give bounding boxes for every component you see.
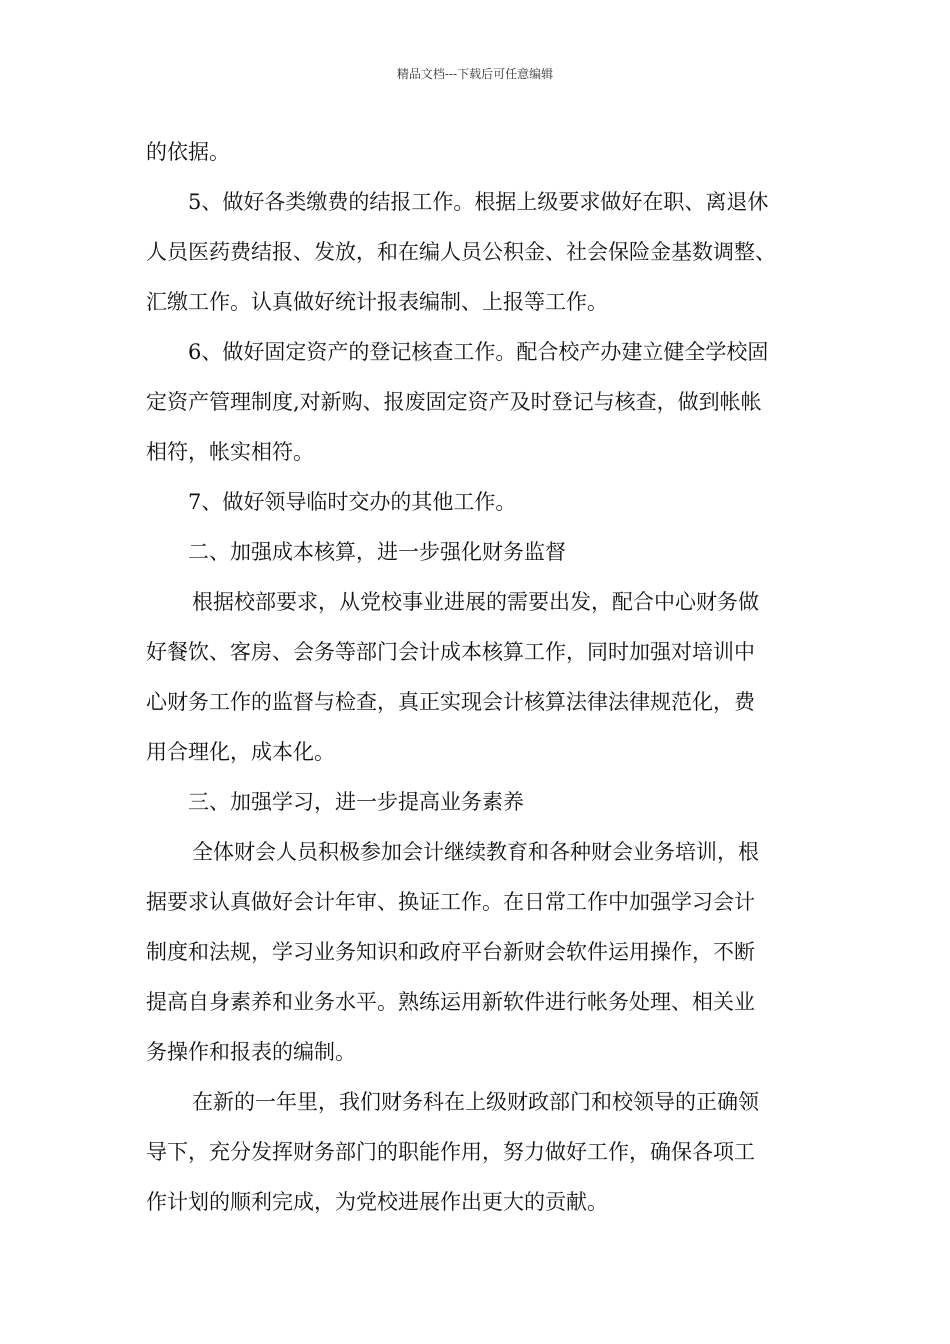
body-line-10: 根据校部要求，从党校事业进展的需要出发，配合中心财务做 <box>192 590 759 614</box>
page-header: 精品文档---下载后可任意编辑 <box>396 67 554 81</box>
body-line-11: 好餐饮、客房、会务等部门会计成本核算工作，同时加强对培训中 <box>146 640 755 664</box>
body-line-16: 据要求认真做好会计年审、换证工作。在日常工作中加强学习会计 <box>146 890 755 914</box>
body-line-19: 务操作和报表的编制。 <box>146 1040 356 1064</box>
body-line-3: 人员医药费结报、发放，和在编人员公积金、社会保险金基数调整、 <box>146 240 776 264</box>
body-line-5: 6、做好固定资产的登记核查工作。配合校产办建立健全学校固 <box>188 340 769 364</box>
body-line-12: 心财务工作的监督与检查，真正实现会计核算法律法律规范化，费 <box>146 690 755 714</box>
section-heading-3: 三、加强学习，进一步提高业务素养 <box>188 790 524 814</box>
body-line-4: 汇缴工作。认真做好统计报表编制、上报等工作。 <box>146 290 608 314</box>
body-line-8: 7、做好领导临时交办的其他工作。 <box>188 490 517 514</box>
body-line-17: 制度和法规，学习业务知识和政府平台新财会软件运用操作，不断 <box>146 940 755 964</box>
body-line-22: 作计划的顺利完成，为党校进展作出更大的贡献。 <box>146 1190 608 1214</box>
document-body <box>146 127 822 1227</box>
body-line-15: 全体财会人员积极参加会计继续教育和各种财会业务培训，根 <box>192 840 759 864</box>
body-line-21: 导下，充分发挥财务部门的职能作用，努力做好工作，确保各项工 <box>146 1140 755 1164</box>
body-line-6: 定资产管理制度,对新购、报废固定资产及时登记与核查，做到帐帐 <box>146 390 762 414</box>
body-line-18: 提高自身素养和业务水平。熟练运用新软件进行帐务处理、相关业 <box>146 990 755 1014</box>
body-line-2: 5、做好各类缴费的结报工作。根据上级要求做好在职、离退休 <box>188 190 769 214</box>
body-line-7: 相符，帐实相符。 <box>146 440 314 464</box>
body-line-20: 在新的一年里，我们财务科在上级财政部门和校领导的正确领 <box>192 1090 759 1114</box>
body-line-1: 的依据。 <box>146 140 230 164</box>
body-line-13: 用合理化，成本化。 <box>146 740 335 764</box>
section-heading-2: 二、加强成本核算，进一步强化财务监督 <box>188 540 566 564</box>
